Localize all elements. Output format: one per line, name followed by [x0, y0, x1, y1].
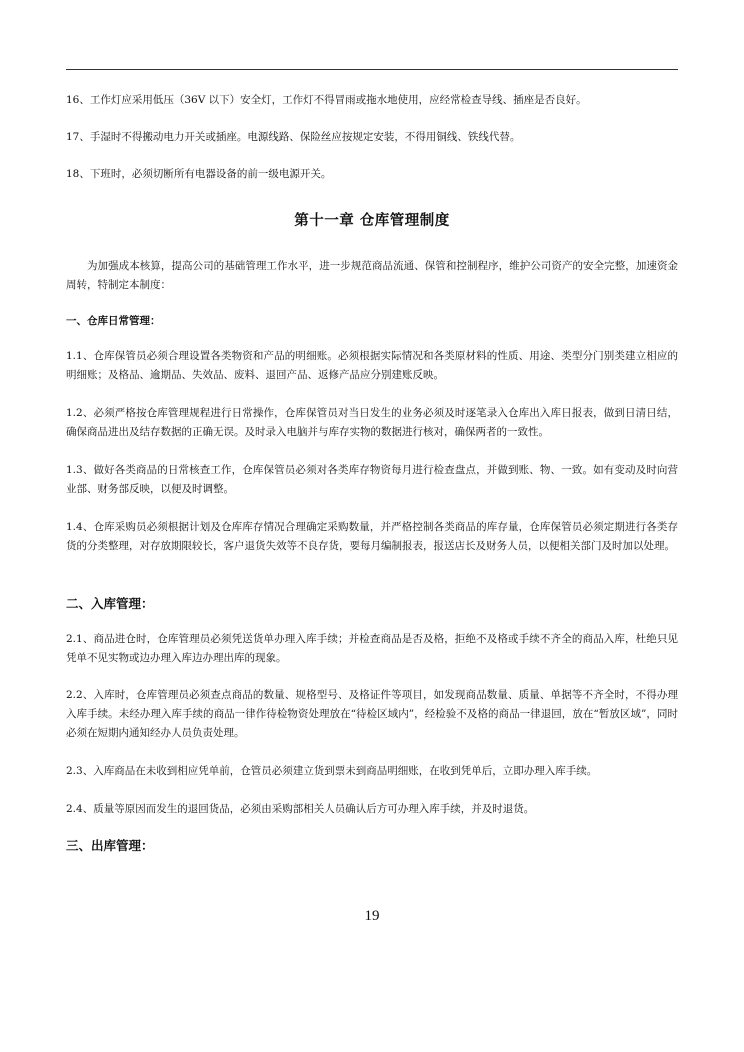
- paragraph-2-2: 2.2、入库时，仓库管理员必须查点商品的数量、规格型号、及格证件等项目，如发现商品数量、质量、单据等不齐全时，不得办理入库手续。未经办理入库手续的商品一律作待检物资处理放在“待检区域内”，经检验不及格的商品一律退回，放在“暂放区域”，同时必须在短期内通知经办人员负责处理。: [66, 689, 678, 739]
- paragraph-17: 17、手湿时不得搬动电力开关或插座。电源线路、保险丝应按规定安装，不得用铜线、铁线代替。: [66, 131, 521, 143]
- section-1-heading: 一、仓库日常管理：: [66, 315, 161, 327]
- page-number: 19: [364, 908, 380, 924]
- paragraph-2-4: 2.4、质量等原因而发生的退回货品，必须由采购部相关人员确认后方可办理入库手续，并及时退货。: [66, 803, 535, 815]
- section-3-heading: 三、出库管理：: [66, 838, 154, 853]
- header-rule: [66, 69, 678, 70]
- chapter-title: 第十一章 仓库管理制度: [294, 212, 450, 229]
- paragraph-18: 18、下班时，必须切断所有电器设备的前一级电源开关。: [66, 168, 332, 180]
- paragraph-16: 16、工作灯应采用低压（36V 以下）安全灯，工作灯不得冒雨或拖水地使用，应经常检查导线、插座是否良好。: [66, 94, 587, 106]
- paragraph-2-3: 2.3、入库商品在未收到相应凭单前，仓管员必须建立货到票未到商品明细账，在收到凭单后，立即办理入库手续。: [66, 765, 598, 777]
- section-2-heading: 二、入库管理：: [66, 596, 154, 611]
- paragraph-2-1: 2.1、商品进仓时，仓库管理员必须凭送货单办理入库手续；并检查商品是否及格，拒绝不及格或手续不齐全的商品入库，杜绝只见凭单不见实物或边办理入库边办理出库的现象。: [66, 633, 678, 664]
- paragraph-1-3: 1.3、做好各类商品的日常核查工作，仓库保管员必须对各类库存物资每月进行检查盘点，并做到账、物、一致。如有变动及时向营业部、财务部反映，以便及时调整。: [66, 464, 678, 495]
- paragraph-1-2: 1.2、必须严格按仓库管理规程进行日常操作，仓库保管员对当日发生的业务必须及时逐笔录入仓库出入库日报表，做到日清日结，确保商品进出及结存数据的正确无误。及时录入电脑并与库存实物的数据进行核对，确保两者的一致性。: [66, 407, 678, 438]
- paragraph-1-1: 1.1、仓库保管员必须合理设置各类物资和产品的明细账。必须根据实际情况和各类原材料的性质、用途、类型分门别类建立相应的明细账；及格品、逾期品、失效品、废料、退回产品、返修产品应分别建账反映。: [66, 350, 678, 381]
- paragraph-1-4: 1.4、仓库采购员必须根据计划及仓库库存情况合理确定采购数量，并严格控制各类商品的库存量，仓库保管员必须定期进行各类存货的分类整理，对存放期限较长，客户退货失效等不良存货，要每月编制报表，报送店长及财务人员，以便相关部门及时加以处理。: [66, 521, 678, 552]
- intro-paragraph: 为加强成本核算，提高公司的基础管理工作水平，进一步规范商品流通、保管和控制程序，维护公司资产的安全完整，加速资金周转，特制定本制度：: [66, 260, 678, 291]
